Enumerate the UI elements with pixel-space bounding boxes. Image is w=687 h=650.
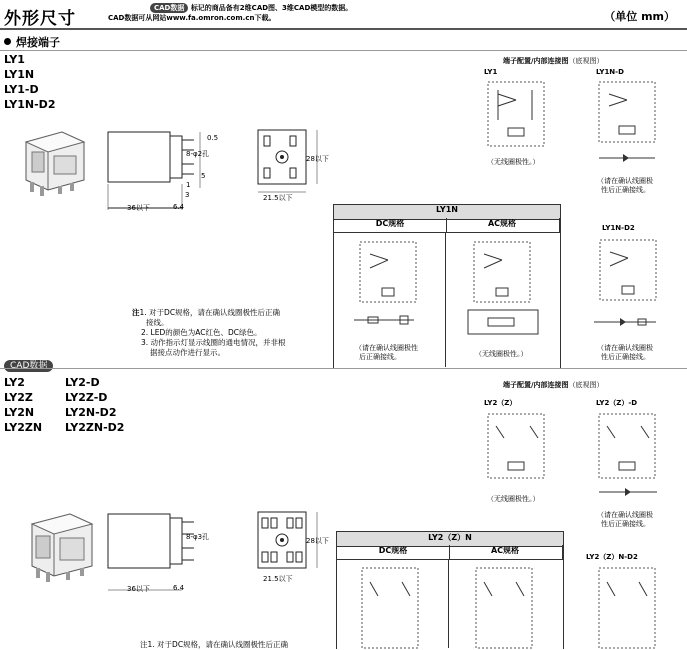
diagram-label: LY1 — [484, 68, 498, 76]
unit-label: （单位 mm） — [604, 10, 675, 23]
box-divider — [445, 232, 446, 367]
ly1nd2-terminal-diagram — [594, 238, 664, 338]
diagram-label: LY1N-D2 — [602, 224, 635, 232]
model-name: LY2 — [4, 376, 25, 389]
ly2n-dc-diagram — [358, 566, 422, 648]
dim-label: 28以下 — [306, 537, 329, 545]
ly1-terminal-diagram — [486, 80, 546, 150]
model-name: LY2Z-D — [65, 391, 108, 404]
cad-note-line2: CAD数据可从网站www.fa.omron.com.cn下载。 — [108, 14, 276, 22]
section-rule — [0, 368, 687, 369]
model-name: LY2Z — [4, 391, 33, 404]
ly2-side-view — [108, 510, 208, 595]
model-name: LY1N — [4, 68, 35, 81]
model-name: LY2ZN-D2 — [65, 421, 125, 434]
polarity-note: （无线圈极性。） — [487, 495, 540, 503]
polarity-note: 性后正确接线。 — [601, 186, 650, 194]
ly2d-terminal-diagram — [597, 412, 661, 504]
dim-label: 6.4 — [173, 584, 185, 592]
dim-label: 28以下 — [306, 155, 329, 163]
polarity-note: （无线圈极性。） — [487, 158, 540, 166]
ly2nd2-terminal-diagram — [595, 566, 659, 648]
dim-label: 5 — [201, 172, 206, 180]
ly1-notes: 注1. 对于DC规格，请在确认线圈极性后正确 接线。 2. LED的颜色为AC红色、DC绿色。 3. 动作指示灯显示线圈的通电情况，并非根 据接点动作进行显示。 — [132, 308, 286, 357]
cad-note-line1: CAD数据 标记的商品备有2维CAD图、3维CAD模型的数据。 — [150, 3, 352, 13]
dim-label: 8-φ3孔 — [186, 533, 210, 541]
dim-label: 0.5 — [207, 134, 219, 142]
ly2-relay-image — [28, 510, 98, 585]
polarity-note: （请在确认线圈极 — [597, 177, 653, 185]
diagram-label: LY2（Z） — [484, 399, 517, 407]
dim-label: 6.4 — [173, 203, 185, 211]
page-title: 外形尺寸 — [4, 9, 76, 29]
section-rule — [0, 50, 687, 51]
dim-label: 3 — [185, 191, 190, 199]
ac-spec-header: AC规格 — [445, 218, 560, 233]
header-rule — [0, 28, 687, 30]
model-name: LY1 — [4, 53, 25, 66]
dim-label: 36以下 — [127, 204, 150, 212]
polarity-note: （请在确认线圈极性 — [355, 344, 418, 352]
cad-badge: CAD数据 — [150, 3, 188, 13]
ly2-terminal-diagram — [486, 412, 546, 482]
ly2n-box-title: LY2（Z）N — [336, 531, 564, 547]
bullet-icon — [4, 38, 11, 45]
ac-spec-header: AC规格 — [448, 545, 563, 560]
cad-data-badge: CAD数据 — [4, 353, 53, 372]
polarity-note: 性后正确接线。 — [601, 353, 650, 361]
model-name: LY2N-D2 — [65, 406, 117, 419]
ly1nd-terminal-diagram — [597, 80, 657, 170]
polarity-note: （请在确认线圈极 — [597, 344, 653, 352]
ly1-side-view — [108, 128, 208, 213]
ly1n-box-title: LY1N — [333, 204, 561, 220]
terminal-title: 端子配置/内部连接图（底视图） — [503, 57, 604, 65]
dim-label: 21.5以下 — [263, 194, 293, 202]
ly2-model-list-right — [65, 375, 124, 435]
diagram-label: LY1N-D — [596, 68, 624, 76]
section-title: 焊接端子 — [4, 34, 60, 50]
dc-spec-header: DC规格 — [336, 545, 450, 560]
ly1-relay-image — [22, 128, 88, 196]
dc-spec-header: DC规格 — [333, 218, 447, 233]
ly1n-dc-diagram — [354, 240, 424, 340]
polarity-note: （无线圈极性。） — [475, 350, 528, 358]
box-divider — [448, 559, 449, 648]
model-name: LY2-D — [65, 376, 100, 389]
ly1-model-list — [4, 52, 55, 112]
dim-label: 1 — [186, 181, 191, 189]
diagram-label: LY2（Z）N-D2 — [586, 553, 638, 561]
ly2-notes: 注1. 对于DC规格，请在确认线圈极性后正确 — [140, 640, 289, 649]
ly1n-ac-diagram — [468, 240, 540, 340]
ly2-model-list-left — [4, 375, 42, 435]
polarity-note: 性后正确接线。 — [601, 520, 650, 528]
ly2n-ac-diagram — [472, 566, 536, 648]
dim-label: 21.5以下 — [263, 575, 293, 583]
model-name: LY2N — [4, 406, 35, 419]
model-name: LY1-D — [4, 83, 39, 96]
model-name: LY2ZN — [4, 421, 43, 434]
polarity-note: （请在确认线圈极 — [597, 511, 653, 519]
dim-label: 36以下 — [127, 585, 150, 593]
dim-label: 8-φ2孔 — [186, 150, 210, 158]
polarity-note: 后正确接线。 — [359, 353, 401, 361]
model-name: LY1N-D2 — [4, 98, 56, 111]
diagram-label: LY2（Z）-D — [596, 399, 638, 407]
terminal-title: 端子配置/内部连接图（底视图） — [503, 381, 604, 389]
